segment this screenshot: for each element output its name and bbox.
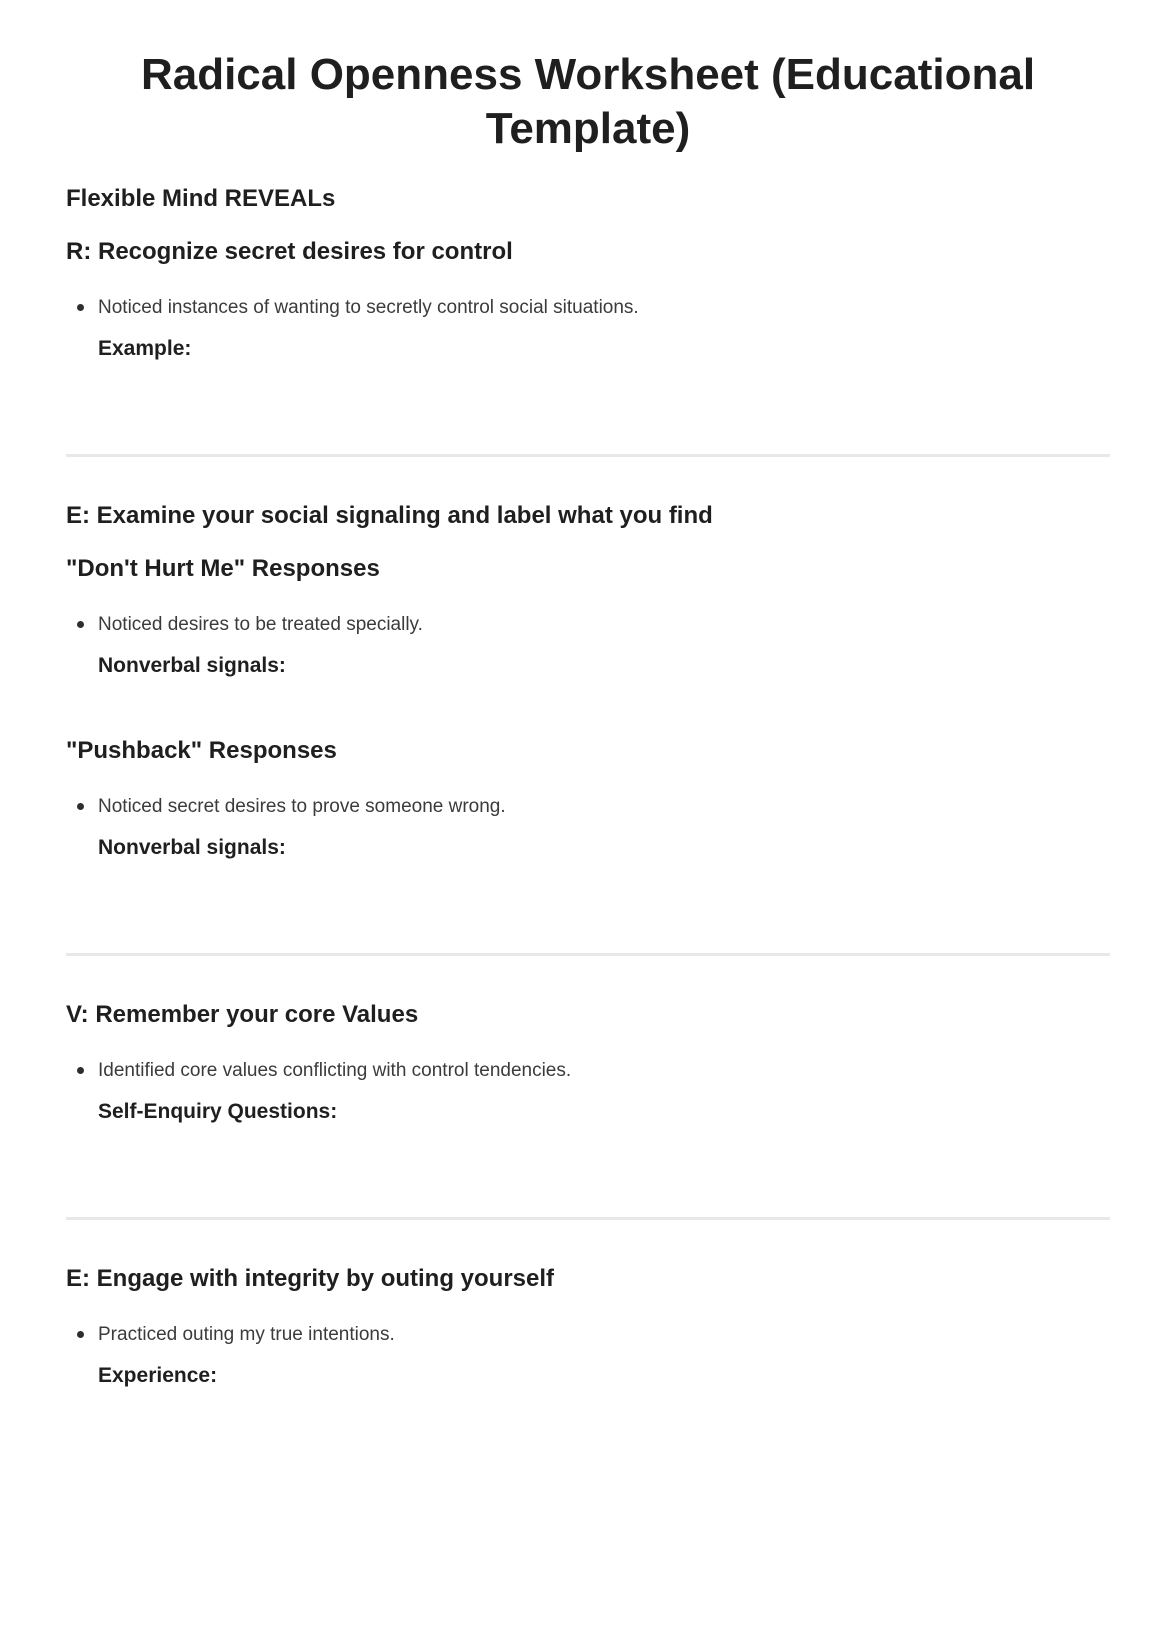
subheading: "Pushback" Responses xyxy=(66,737,337,764)
bullet-item: Noticed secret desires to prove someone wrong. xyxy=(66,793,1110,820)
bullet-list xyxy=(66,294,1110,321)
field-label: Nonverbal signals: xyxy=(98,836,286,859)
bullet-list xyxy=(66,1057,1110,1084)
group xyxy=(66,1057,1110,1124)
section-heading: R: Recognize secret desires for control xyxy=(66,238,513,265)
section-engage xyxy=(66,1264,1110,1388)
field-label: Nonverbal signals: xyxy=(98,654,286,677)
section-heading: E: Examine your social signaling and label what you find xyxy=(66,502,713,529)
group xyxy=(66,294,1110,361)
field-label: Example: xyxy=(98,337,192,360)
bullet-list xyxy=(66,793,1110,820)
bullet-item: Noticed instances of wanting to secretly control social situations. xyxy=(66,294,1110,321)
subheading: "Don't Hurt Me" Responses xyxy=(66,555,380,582)
section-divider xyxy=(66,953,1110,956)
bullet-list xyxy=(66,1321,1110,1348)
bullet-item: Noticed desires to be treated specially. xyxy=(66,611,1110,638)
section-divider xyxy=(66,1217,1110,1220)
field-label: Self-Enquiry Questions: xyxy=(98,1100,338,1123)
section-values xyxy=(66,1000,1110,1124)
section-recognize xyxy=(66,237,1110,361)
section-heading: V: Remember your core Values xyxy=(66,1001,419,1028)
bullet-list xyxy=(66,611,1110,638)
group xyxy=(66,554,1110,678)
group xyxy=(66,1321,1110,1388)
section-examine xyxy=(66,501,1110,860)
bullet-item: Practiced outing my true intentions. xyxy=(66,1321,1110,1348)
section-heading: E: Engage with integrity by outing yourself xyxy=(66,1265,555,1292)
group xyxy=(66,736,1110,860)
section-divider xyxy=(66,454,1110,457)
subtitle: Flexible Mind REVEALs xyxy=(66,185,336,212)
field-label: Experience: xyxy=(98,1364,218,1387)
page-title: Radical Openness Worksheet (Educational Template) xyxy=(140,50,1036,153)
bullet-item: Identified core values conflicting with control tendencies. xyxy=(66,1057,1110,1084)
